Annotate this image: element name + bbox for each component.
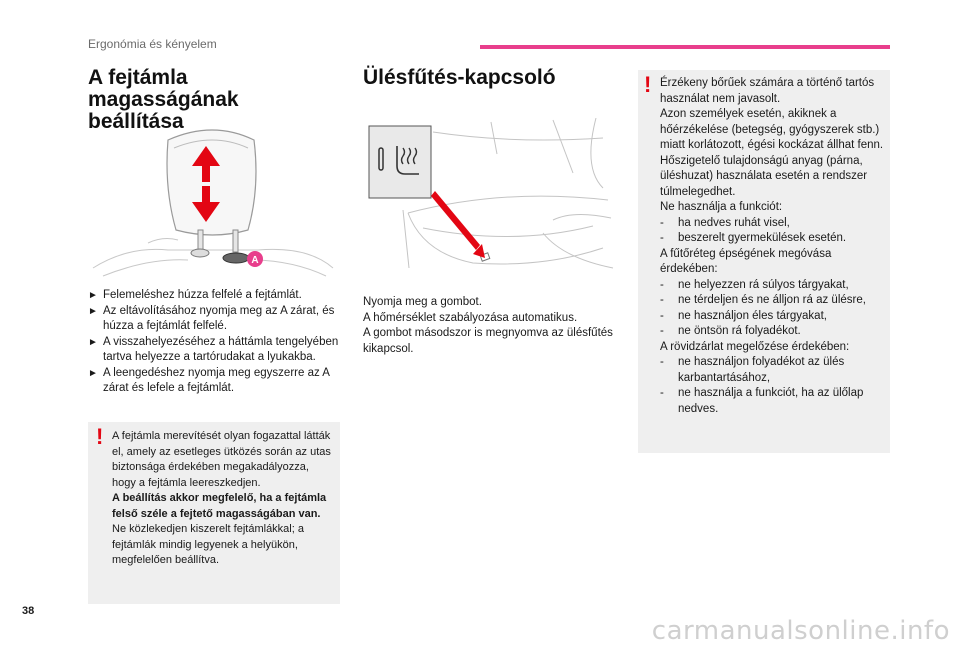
section-header: Ergonómia és kényelem <box>88 37 217 51</box>
list-item: - ne használjon éles tárgyakat, <box>660 309 827 322</box>
list-item: - ha nedves ruhát visel, <box>660 216 790 229</box>
header-accent-bar <box>480 45 890 49</box>
warning-line: Hőszigetelő tulajdonságú anyag (párna, üléshuzat) használata esetén a rendszer túlmelegedhet. <box>660 154 868 198</box>
warning-line: Azon személyek esetén, akiknek a hőérzékelése (betegség, gyógyszerek stb.) miatt korlátozott, égési kockázat állhat fenn. <box>660 108 884 151</box>
instruction-line: A hőmérséklet szabályozása automatikus. <box>363 311 578 324</box>
warning-icon: ! <box>644 72 652 97</box>
seat-heating-illustration <box>363 118 618 280</box>
arrow-bullet-icon: ► <box>88 367 98 379</box>
arrow-bullet-icon: ► <box>88 305 98 317</box>
list-item: ► Felemeléshez húzza felfelé a fejtámlát. <box>88 288 340 304</box>
list-item: - ne helyezzen rá súlyos tárgyakat, <box>660 278 849 291</box>
warning-line: Ne használja a funkciót: <box>660 201 783 213</box>
warning-bold-text: A beállítás akkor megfelelő, ha a fejtámla felső széle a fejtető magasságában van. <box>112 492 327 520</box>
headrest-steps <box>88 288 340 397</box>
seat-heating-warning-box <box>638 70 890 453</box>
headrest-warning-box <box>88 422 340 604</box>
warning-line: A fűtőréteg épségének megóvása érdekében: <box>660 247 832 275</box>
list-item: - ne használjon folyadékot az ülés karbantartásához, <box>660 356 845 384</box>
arrow-bullet-icon: ► <box>88 336 98 348</box>
list-item: ► A leengedéshez nyomja meg egyszerre az A zárat és lefele a fejtámlát. <box>88 366 330 394</box>
watermark: carmanualsonline.info <box>651 616 950 646</box>
page-number: 38 <box>22 605 35 617</box>
warning-line: A rövidzárlat megelőzése érdekében: <box>660 340 850 353</box>
callout-a-label: A <box>251 255 259 266</box>
instruction-line: A gombot másodszor is megnyomva az ülésfűtés kikapcsol. <box>363 327 613 355</box>
warning-line: Érzékeny bőrűek számára a történő tartós használat nem javasolt. <box>660 77 875 105</box>
list-item: - ne öntsön rá folyadékot. <box>660 325 801 337</box>
list-item: - beszerelt gyermekülések esetén. <box>660 232 847 244</box>
headrest-illustration <box>88 118 338 280</box>
list-item: ► A visszahelyezéséhez a háttámla tengelyében tartva helyezze a tartórudakat a lyukakba. <box>88 335 339 363</box>
seat-heating-title: Ülésfűtés-kapcsoló <box>363 66 556 89</box>
seat-heating-instructions <box>363 295 615 357</box>
instruction-line: Nyomja meg a gombot. <box>363 296 482 308</box>
warning-text: Ne közlekedjen kiszerelt fejtámlákkal; a fejtámlák mindig legyenek a helyükön, megfelelően beállítva. <box>112 523 304 566</box>
arrow-bullet-icon: ► <box>88 290 98 301</box>
warning-text: A fejtámla merevítését olyan fogazattal látták el, amely az esetleges ütközés során az utas biztonsága érdekében megakadályozza, hogy a fejtámla leereszkedjen. <box>112 430 331 489</box>
warning-icon: ! <box>96 424 104 449</box>
list-item: - ne térdeljen és ne álljon rá az ülésre, <box>660 294 866 306</box>
list-item: ► Az eltávolításához nyomja meg az A zárat, és húzza a fejtámlát felfelé. <box>88 304 335 332</box>
headrest-title: A fejtámla magasságának beállítása <box>88 66 239 133</box>
list-item: - ne használja a funkciót, ha az ülőlap nedves. <box>660 387 864 415</box>
